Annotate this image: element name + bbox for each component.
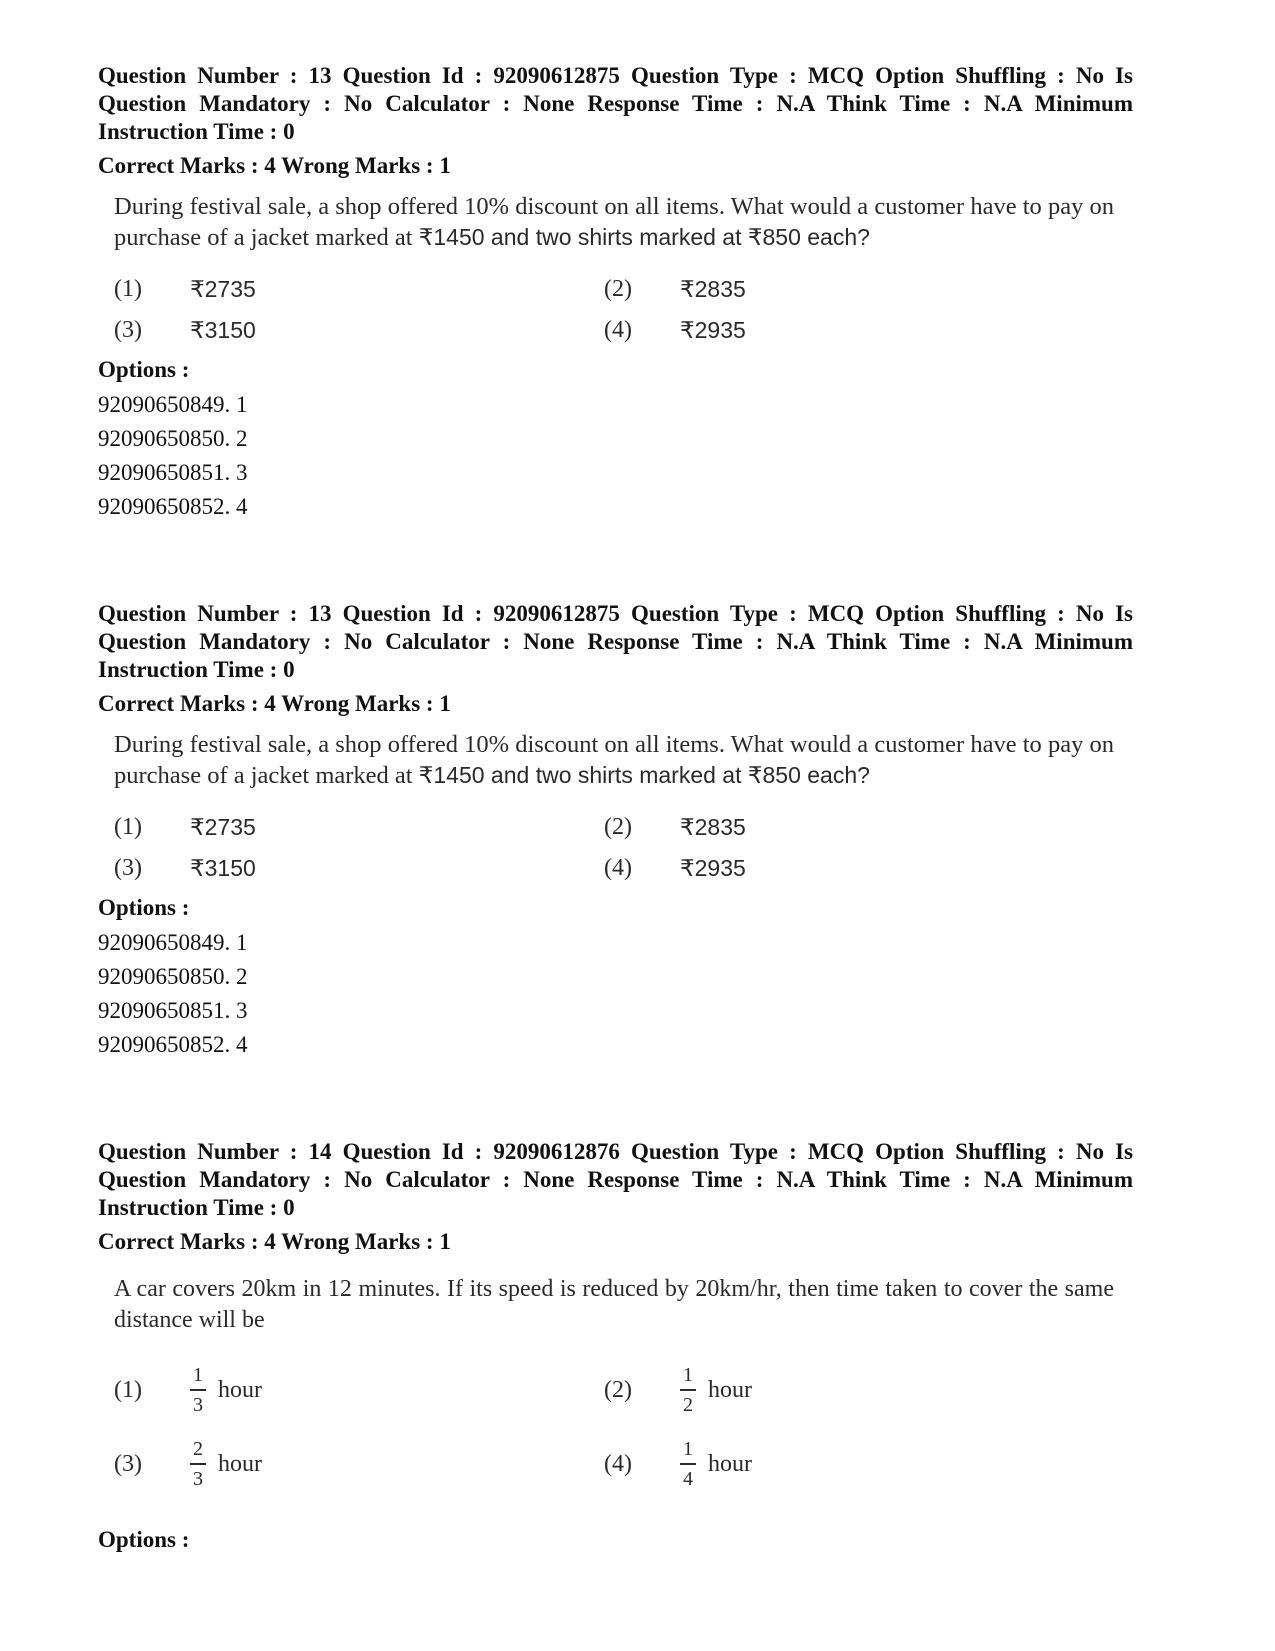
answer-option: (3) ₹3150	[114, 316, 256, 343]
question-block-3	[98, 1138, 1178, 1558]
options-label: Options :	[98, 895, 190, 920]
option-id-list	[98, 926, 1178, 1062]
answer-option: (2) ₹2835	[604, 275, 746, 302]
fraction: $\frac{1}{2}$	[680, 1364, 696, 1416]
option-id: 92090650852. 4	[98, 494, 248, 519]
question-meta: Question Number : 14 Question Id : 92090612876 Question Type : MCQ Option Shuffling : No Is Question Mandatory : No Calculator : None Response Time : N.A Think Time : N.A Minimum Instruction Time : 0	[98, 1139, 1133, 1220]
question-meta: Question Number : 13 Question Id : 92090612875 Question Type : MCQ Option Shuffling : No Is Question Mandatory : No Calculator : None Response Time : N.A Think Time : N.A Minimum Instruction Time : 0	[98, 601, 1133, 682]
answer-option: (1) $\frac{1}{3}$ hour	[114, 1364, 262, 1416]
answer-option: (3) $\frac{2}{3}$ hour	[114, 1438, 262, 1490]
fraction: $\frac{2}{3}$	[190, 1438, 206, 1490]
option-id: 92090650851. 3	[98, 460, 248, 485]
answer-option: (1) ₹2735	[114, 275, 256, 302]
answer-option: (4) ₹2935	[604, 854, 746, 881]
option-id: 92090650850. 2	[98, 964, 248, 989]
question-marks: Correct Marks : 4 Wrong Marks : 1	[98, 153, 451, 178]
option-id: 92090650852. 4	[98, 1032, 248, 1057]
question-block-2	[98, 600, 1178, 1062]
question-body	[114, 192, 1124, 344]
answer-options	[114, 813, 1124, 882]
question-body	[114, 730, 1124, 882]
question-text: During festival sale, a shop offered 10% discount on all items. What would a customer have to pay on purchase of a jacket marked at ₹1450 and two shirts marked at ₹850 each?	[114, 731, 1114, 789]
question-block-1	[98, 62, 1178, 524]
options-label: Options :	[98, 357, 190, 382]
options-label: Options :	[98, 1527, 190, 1552]
option-id-list	[98, 388, 1178, 524]
option-id: 92090650849. 1	[98, 392, 248, 417]
answer-options	[114, 1362, 1124, 1492]
option-id: 92090650849. 1	[98, 930, 248, 955]
answer-option: (2) ₹2835	[604, 813, 746, 840]
answer-options	[114, 275, 1124, 344]
question-marks: Correct Marks : 4 Wrong Marks : 1	[98, 1229, 451, 1254]
answer-option: (2) $\frac{1}{2}$ hour	[604, 1364, 752, 1416]
answer-option: (4) ₹2935	[604, 316, 746, 343]
option-id: 92090650850. 2	[98, 426, 248, 451]
question-meta: Question Number : 13 Question Id : 92090612875 Question Type : MCQ Option Shuffling : No Is Question Mandatory : No Calculator : None Response Time : N.A Think Time : N.A Minimum Instruction Time : 0	[98, 63, 1133, 144]
answer-option: (4) $\frac{1}{4}$ hour	[604, 1438, 752, 1490]
question-text: A car covers 20km in 12 minutes. If its speed is reduced by 20km/hr, then time taken to cover the same distance will be	[114, 1276, 1114, 1333]
answer-option: (3) ₹3150	[114, 854, 256, 881]
question-text: During festival sale, a shop offered 10% discount on all items. What would a customer have to pay on purchase of a jacket marked at ₹1450 and two shirts marked at ₹850 each?	[114, 193, 1114, 251]
fraction: $\frac{1}{3}$	[190, 1364, 206, 1416]
option-id: 92090650851. 3	[98, 998, 248, 1023]
answer-option: (1) ₹2735	[114, 813, 256, 840]
question-body	[114, 1274, 1124, 1492]
question-marks: Correct Marks : 4 Wrong Marks : 1	[98, 691, 451, 716]
fraction: $\frac{1}{4}$	[680, 1438, 696, 1490]
